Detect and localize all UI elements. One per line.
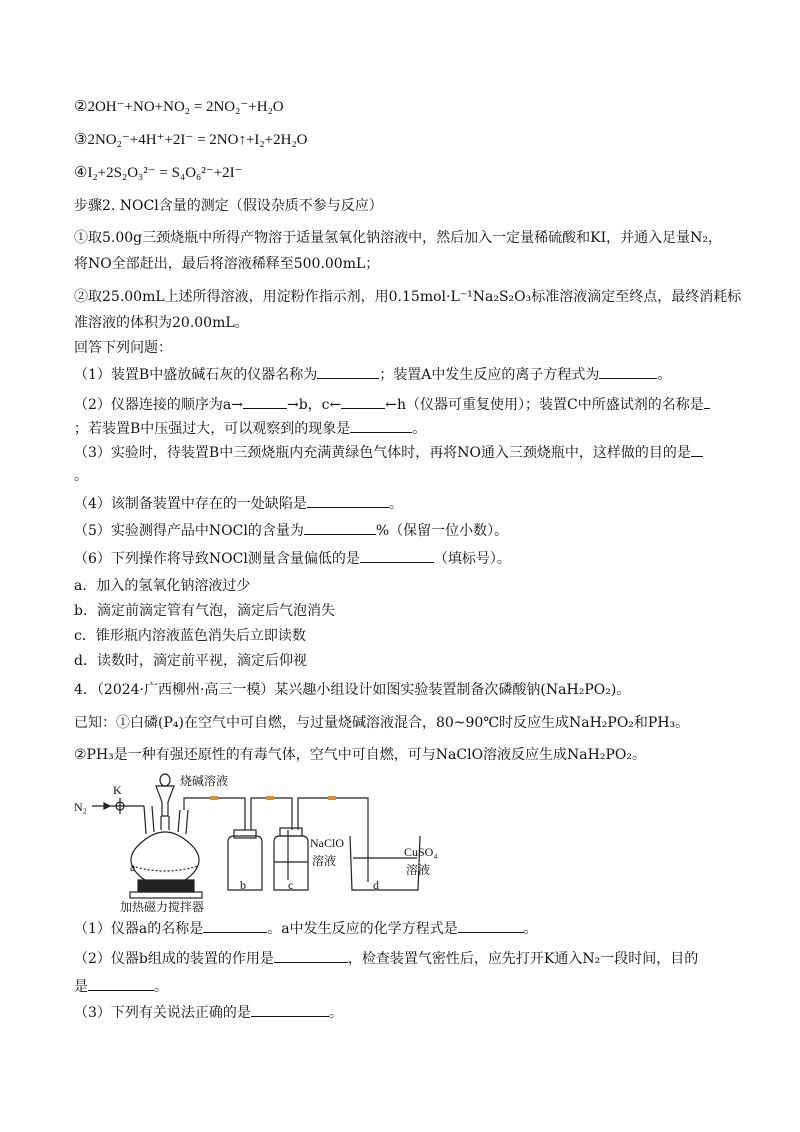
question-3-text-a: （3）实验时，待装置B中三颈烧瓶内充满黄绿色气体时，再将NO通入三颈烧瓶中，这样做的目的是 [74, 445, 691, 461]
question-3-end: 。 [74, 468, 88, 484]
period: 。 [412, 421, 427, 437]
period: 。 [328, 1005, 343, 1021]
apparatus-diagram [70, 770, 470, 910]
answer-blank[interactable] [704, 394, 710, 409]
step2-paragraph-2b: 准溶液的体积为20.00mL。 [74, 315, 249, 331]
step2-paragraph-2a: ②取25.00mL上述所得溶液，用淀粉作指示剂，用0.15mol·L⁻¹Na₂S₂O₃标准溶液滴定至终点，最终消耗标 [74, 289, 742, 305]
question-5-text-a: （5）实验测得产品中NOCl的含量为 [74, 523, 304, 539]
step2-paragraph-1a: ①取5.00g三颈烧瓶中所得产物溶于适量氢氧化钠溶液中，然后加入一定量稀硫酸和KI，并通入足量N₂， [74, 230, 722, 246]
p4-q2-text-c: 是 [74, 979, 88, 995]
beaker-d-label: d [373, 878, 379, 892]
answer-blank[interactable] [691, 442, 703, 457]
answer-blank[interactable] [251, 1002, 329, 1017]
question-1-text-a: （1）装置B中盛放碱石灰的仪器名称为 [74, 367, 318, 383]
p4-q1-text-c: 。 [523, 921, 538, 937]
problem-4-question-1 [74, 918, 538, 939]
equation-4: ④I₂+2S₂O₃²⁻ = S₄O₆²⁻+2I⁻ [74, 165, 243, 181]
option-d: d．读数时，滴定前平视，滴定后仰视 [74, 653, 307, 669]
p4-q1-text-b: 。a中发生反应的化学方程式是 [267, 921, 458, 937]
question-5-text-b: %（保留一位小数）。 [375, 523, 509, 539]
question-6 [74, 548, 511, 569]
question-2-line2 [74, 418, 426, 439]
problem-4-known-1: 已知：①白磷(P₄)在空气中可自燃，与过量烧碱溶液混合，80~90℃时反应生成NaH₂PO₂和PH₃。 [74, 715, 690, 731]
questions-prompt: 回答下列问题： [74, 340, 172, 356]
question-2-text-d: ；若装置B中压强过大，可以观察到的现象是 [74, 421, 351, 437]
flask-a-label: a [130, 860, 136, 874]
question-1 [74, 364, 671, 385]
question-2-text-a: （2）仪器连接的顺序为a→ [74, 397, 243, 413]
bottle-c-label: c [288, 878, 294, 892]
answer-blank[interactable] [350, 418, 412, 433]
question-2 [74, 394, 710, 415]
question-4 [74, 493, 403, 514]
p4-q2-text-a: （2）仪器b组成的装置的作用是 [74, 951, 274, 967]
option-b: b．滴定前滴定管有气泡，滴定后气泡消失 [74, 603, 335, 619]
answer-blank[interactable] [243, 394, 287, 409]
answer-blank[interactable] [360, 548, 434, 563]
dropping-funnel [156, 786, 174, 816]
naclo-label: NaClO [310, 836, 344, 850]
problem-4-question-2 [74, 948, 698, 969]
cuso4-label: CuSO₄ [404, 845, 438, 859]
question-5 [74, 520, 508, 541]
answer-blank[interactable] [88, 976, 154, 991]
period: 。 [388, 496, 403, 512]
problem-4-intro: 4．（2024·广西柳州·高三一模）某兴趣小组设计如图实验装置制备次磷酸钠(NaH₂PO₂)。 [74, 682, 631, 698]
question-6-text-b: （填标号）。 [433, 551, 511, 567]
naoh-label: 烧碱溶液 [180, 774, 229, 788]
answer-blank[interactable] [304, 520, 376, 535]
answer-blank[interactable] [307, 493, 389, 508]
heater-label: 加热磁力搅拌器 [120, 900, 205, 914]
equation-3: ③2NO₂⁻+4H⁺+2I⁻ = 2NO↑+I₂+2H₂O [74, 132, 308, 148]
question-1-text-b: ；装置A中发生反应的离子方程式为 [379, 367, 600, 383]
k-label: K [113, 783, 122, 797]
question-2-text-c: ←h（仪器可重复使用）；装置C中所盛试剂的名称是 [385, 397, 704, 413]
three-neck-flask [131, 832, 199, 886]
naclo-solution-label: 溶液 [312, 854, 337, 868]
answer-blank[interactable] [203, 918, 267, 933]
problem-4-known-2: ②PH₃是一种有强还原性的有毒气体，空气中可自燃，可与NaClO溶液反应生成NaH₂PO₂。 [74, 747, 646, 763]
heater-block [138, 880, 194, 892]
p4-q3-text: （3）下列有关说法正确的是 [74, 1005, 251, 1021]
question-6-text-a: （6）下列操作将导致NOCl测量含量偏低的是 [74, 551, 360, 567]
step2-paragraph-1b: 将NO全部赶出，最后将溶液稀释至500.00mL； [74, 256, 380, 272]
option-a: a．加入的氢氧化钠溶液过少 [74, 578, 251, 594]
p4-q1-text-a: （1）仪器a的名称是 [74, 921, 204, 937]
answer-blank[interactable] [599, 364, 657, 379]
p4-q2-text-b: ，检查装置气密性后，应先打开K通入N₂一段时间，目的 [347, 951, 699, 967]
problem-4-question-2-line2 [74, 976, 168, 997]
p4-q2-text-d: 。 [154, 979, 168, 995]
n2-label: N₂ [74, 800, 87, 814]
option-c: c．锥形瓶内溶液蓝色消失后立即读数 [74, 628, 306, 644]
answer-blank[interactable] [341, 394, 385, 409]
cuso4-solution-label: 溶液 [406, 863, 431, 877]
bottle-b-label: b [240, 878, 246, 892]
question-4-text: （4）该制备装置中存在的一处缺陷是 [74, 496, 307, 512]
question-3 [74, 442, 703, 463]
equation-2: ②2OH⁻+NO+NO₂ = 2NO₂⁻+H₂O [74, 99, 284, 115]
period: 。 [657, 367, 672, 383]
answer-blank[interactable] [317, 364, 379, 379]
step2-title: 步骤2. NOCl含量的测定（假设杂质不参与反应） [74, 198, 383, 214]
answer-blank[interactable] [274, 948, 348, 963]
answer-blank[interactable] [458, 918, 524, 933]
problem-4-question-3 [74, 1002, 343, 1023]
arrow-icon [104, 803, 110, 809]
question-2-text-b: →b，c← [286, 397, 342, 413]
